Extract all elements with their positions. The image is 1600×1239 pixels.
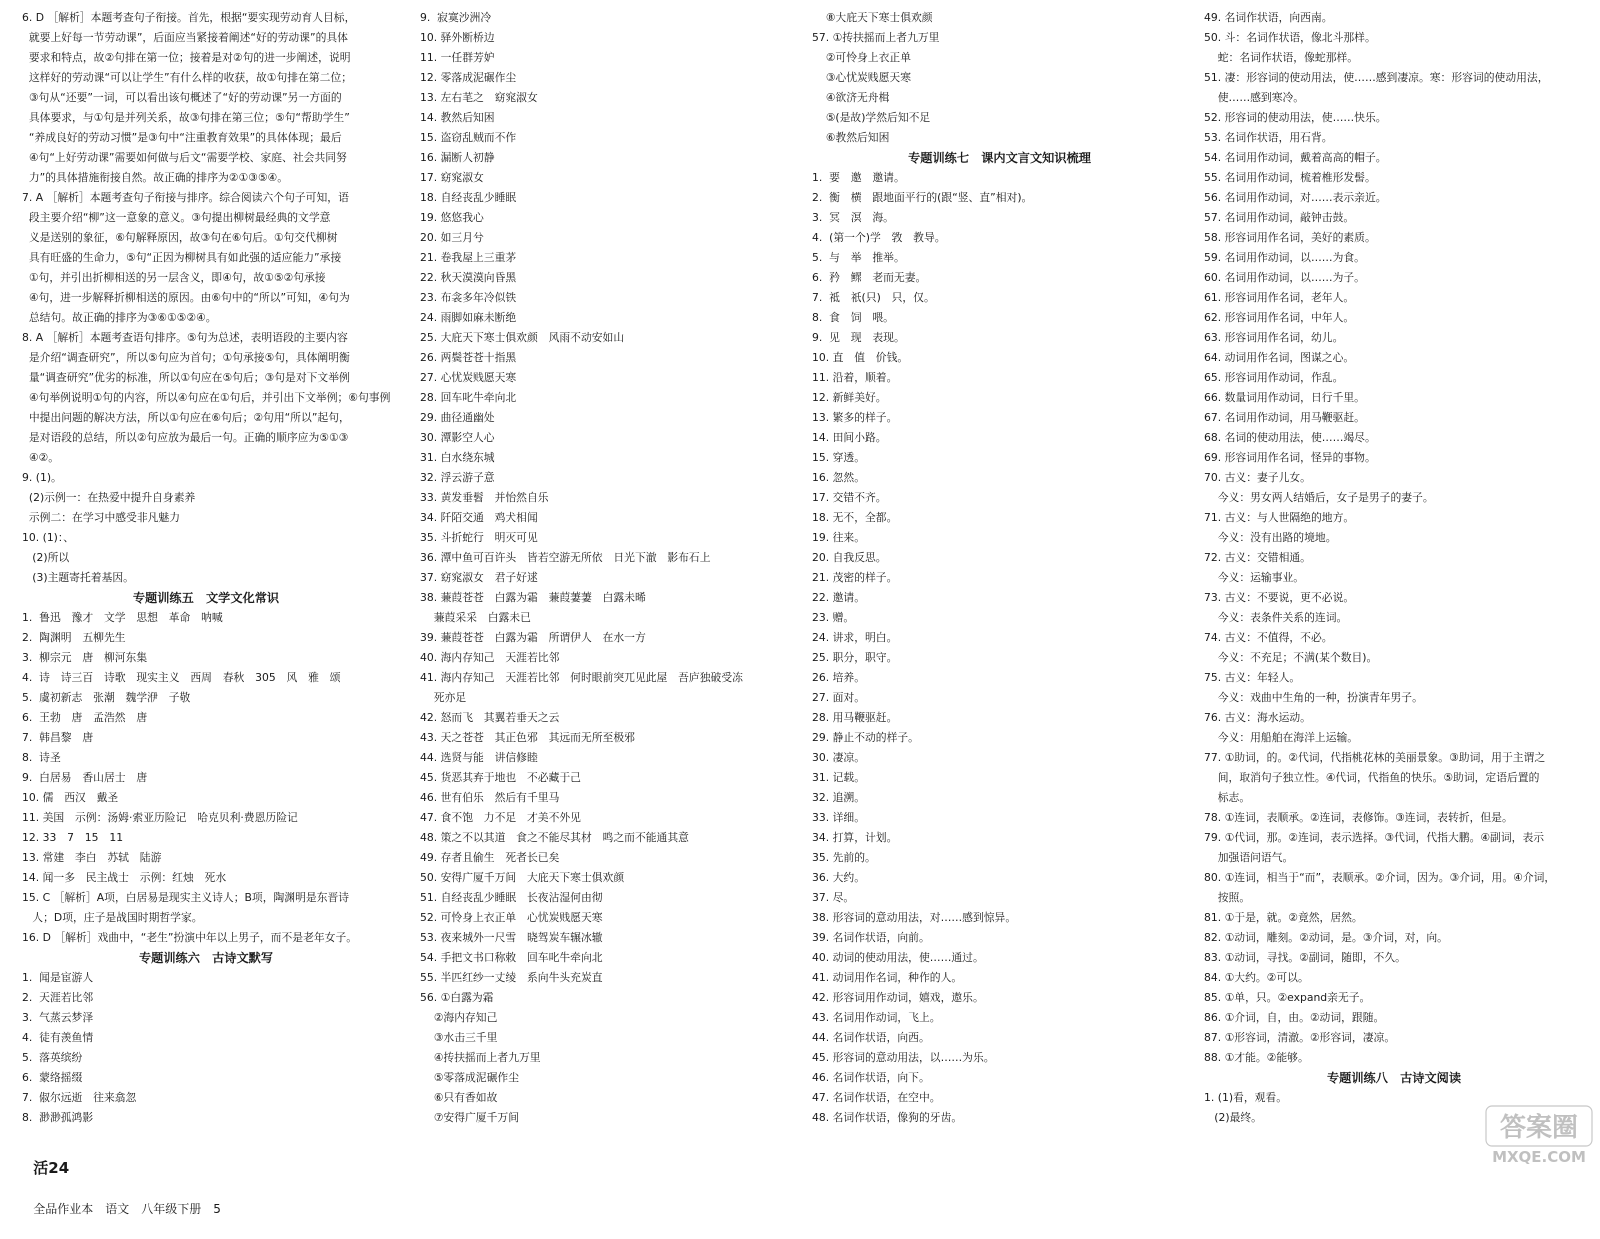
answer-line: 43. 天之苍苍 其正色邪 其远而无所至极邪 <box>420 731 635 744</box>
answer-line: 9. 白居易 香山居士 唐 <box>22 771 148 784</box>
answer-line: 74. 古义：不值得，不必。 <box>1204 631 1333 644</box>
answer-line: 60. 名词用作动词，以……为子。 <box>1204 271 1365 284</box>
answer-line: 54. 名词用作动词，戴着高高的帽子。 <box>1204 151 1387 164</box>
answer-line: 42. 形容词用作动词，嬉戏，遨乐。 <box>812 991 984 1004</box>
answer-line: 今义：用船舶在海洋上运输。 <box>1204 731 1359 744</box>
answer-line: 12. 新鲜美好。 <box>812 391 887 404</box>
answer-line: 21. 茂密的样子。 <box>812 571 898 584</box>
answer-line: 35. 先前的。 <box>812 851 876 864</box>
answer-line: 6. 矜 鳏 老而无妻。 <box>812 271 927 284</box>
answer-line: 15. 穿透。 <box>812 451 865 464</box>
answer-line: 47. 名词作状语，在空中。 <box>812 1091 941 1104</box>
answer-line: 13. 左右芼之 窈窕淑女 <box>420 91 538 104</box>
answer-line: 5. 落英缤纷 <box>22 1051 83 1064</box>
answer-line: 83. ①动词，寻找。②副词，随即，不久。 <box>1204 951 1406 964</box>
answer-line: 33. 详细。 <box>812 811 865 824</box>
answer-line: 48. 策之不以其道 食之不能尽其材 鸣之而不能通其意 <box>420 831 689 844</box>
answer-line: 55. 名词用作动词，梳着椎形发髻。 <box>1204 171 1376 184</box>
answer-line: 87. ①形容词，清澈。②形容词，凄凉。 <box>1204 1031 1396 1044</box>
answer-line: 40. 海内存知己 天涯若比邻 <box>420 651 560 664</box>
answer-line: 44. 选贤与能 讲信修睦 <box>420 751 538 764</box>
answer-line: ⑥教然后知困 <box>812 131 890 144</box>
column-1 <box>22 8 390 1128</box>
answer-line: 44. 名词作状语，向西。 <box>812 1031 930 1044</box>
answer-line: 32. 浮云游子意 <box>420 471 495 484</box>
answer-line: 71. 古义：与人世隔绝的地方。 <box>1204 511 1355 524</box>
answer-line: 88. ①才能。②能够。 <box>1204 1051 1309 1064</box>
column-4 <box>1204 8 1584 1128</box>
answer-line: 10. (1)：、 <box>22 531 75 544</box>
answer-line: 52. 可怜身上衣正单 心忧炭贱愿天寒 <box>420 911 603 924</box>
answer-line: ③水击三千里 <box>420 1031 498 1044</box>
answer-line: 14. 闻一多 民主战士 示例：红烛 死水 <box>22 871 227 884</box>
answer-line: 11. 美国 示例：汤姆·索亚历险记 哈克贝利·费恩历险记 <box>22 811 298 824</box>
answer-line: 30. 凄凉。 <box>812 751 865 764</box>
answer-line: 量“调查研究”优劣的标准，所以①句应在⑤句后；③句是对下文举例 <box>22 371 350 384</box>
answer-line: 41. 海内存知己 天涯若比邻 何时眼前突兀见此屋 吾庐独破受冻 <box>420 671 743 684</box>
answer-line: 2. 衡 横 跟地面平行的(跟“竖、直”相对)。 <box>812 191 1033 204</box>
answer-line: 8. 食 饲 喂。 <box>812 311 894 324</box>
answer-line: 按照。 <box>1204 891 1251 904</box>
answer-line: 20. 如三月兮 <box>420 231 484 244</box>
answer-line: 56. ①白露为霜 <box>420 991 494 1004</box>
answer-line: 52. 形容词的使动用法，使……快乐。 <box>1204 111 1387 124</box>
answer-line: 53. 夜来城外一尺雪 晓驾炭车辗冰辙 <box>420 931 603 944</box>
answer-line: 46. 世有伯乐 然后有千里马 <box>420 791 560 804</box>
answer-line: 今义：表条件关系的连词。 <box>1204 611 1348 624</box>
answer-line: 40. 动词的使动用法，使……通过。 <box>812 951 984 964</box>
answer-line: ②海内存知己 <box>420 1011 498 1024</box>
answer-line: 具有旺盛的生命力，⑤句“正因为柳树具有如此强的适应能力”承接 <box>22 251 342 264</box>
answer-line: 64. 动词用作名词，图谋之心。 <box>1204 351 1355 364</box>
answer-line: 56. 名词用作动词，对……表示亲近。 <box>1204 191 1387 204</box>
answer-line: 57. ①抟扶摇而上者九万里 <box>812 31 940 44</box>
answer-line: 19. 往来。 <box>812 531 865 544</box>
answer-line: ④句，进一步解释折柳相送的原因。由⑥句中的“所以”可知，④句为 <box>22 291 350 304</box>
answer-line: 77. ①助词，的。②代词，代指桃花林的美丽景象。③助词，用于主谓之 <box>1204 751 1546 764</box>
answer-line: 51. 自经丧乱少睡眠 长夜沾湿何由彻 <box>420 891 603 904</box>
answer-line: 7. 韩昌黎 唐 <box>22 731 94 744</box>
answer-line: 82. ①动词，雕刻。②动词，是。③介词，对，向。 <box>1204 931 1448 944</box>
answer-line: 69. 形容词用作名词，怪异的事物。 <box>1204 451 1376 464</box>
answer-line: 23. 赠。 <box>812 611 855 624</box>
answer-line: 15. 盗窃乱贼而不作 <box>420 131 517 144</box>
answer-line: 39. 蒹葭苍苍 白露为霜 所谓伊人 在水一方 <box>420 631 646 644</box>
answer-line: 49. 名词作状语，向西南。 <box>1204 11 1333 24</box>
answer-line: 85. ①单，只。②expand亲无子。 <box>1204 991 1371 1004</box>
answer-line: 38. 蒹葭苍苍 白露为霜 蒹葭萋萋 白露未晞 <box>420 591 646 604</box>
answer-line: ④②。 <box>22 451 60 464</box>
answer-line: 79. ①代词，那。②连词，表示选择。③代词，代指大鹏。④副词，表示 <box>1204 831 1545 844</box>
answer-line: 31. 白水绕东城 <box>420 451 495 464</box>
answer-line: ④抟扶摇而上者九万里 <box>420 1051 541 1064</box>
answer-line: 25. 职分，职守。 <box>812 651 898 664</box>
answer-line: 33. 黄发垂髫 并怡然自乐 <box>420 491 549 504</box>
answer-line: 73. 古义：不要说，更不必说。 <box>1204 591 1355 604</box>
answer-line: 50. 斗：名词作状语，像北斗那样。 <box>1204 31 1376 44</box>
answer-line: 4. (第一个)学 敩 教导。 <box>812 231 946 244</box>
answer-line: 65. 形容词用作动词，作乱。 <box>1204 371 1344 384</box>
answer-line: (2)示例一：在热爱中提升自身素养 <box>22 491 196 504</box>
answer-line: 9. 见 现 表现。 <box>812 331 905 344</box>
answer-line: 50. 安得广厦千万间 大庇天下寒士俱欢颜 <box>420 871 625 884</box>
answer-line: 6. 蒙络摇缀 <box>22 1071 83 1084</box>
answer-line: 16. 漏断人初静 <box>420 151 495 164</box>
answer-line: (2)所以 <box>22 551 70 564</box>
answer-line: 人；D项，庄子是战国时期哲学家。 <box>22 911 203 924</box>
answer-line: 具体要求，与①句是并列关系，故③句排在第三位；⑤句“帮助学生” <box>22 111 350 124</box>
answer-line: 35. 斗折蛇行 明灭可见 <box>420 531 538 544</box>
answer-line: 48. 名词作状语，像狗的牙齿。 <box>812 1111 963 1124</box>
answer-line: 7. 祗 祇(只) 只，仅。 <box>812 291 935 304</box>
answer-line: 5. 与 举 推举。 <box>812 251 905 264</box>
answer-line: 18. 自经丧乱少睡眠 <box>420 191 517 204</box>
answer-line: 24. 雨脚如麻未断绝 <box>420 311 517 324</box>
answer-line: 22. 秋天漠漠向昏黑 <box>420 271 517 284</box>
answer-line: 就要上好每一节劳动课”，后面应当紧接着阐述“好的劳动课”的具体 <box>22 31 348 44</box>
answer-line: 6. 王勃 唐 孟浩然 唐 <box>22 711 148 724</box>
answer-line: 46. 名词作状语，向下。 <box>812 1071 930 1084</box>
answer-line: 7. A ［解析］本题考查句子衔接与排序。综合阅读六个句子可知，语 <box>22 191 349 204</box>
answer-line: 10. 儒 西汉 戴圣 <box>22 791 119 804</box>
answer-line: 今义：戏曲中生角的一种，扮演青年男子。 <box>1204 691 1423 704</box>
answer-line: 5. 虞初新志 张潮 魏学洢 子敬 <box>22 691 191 704</box>
answer-line: ①句，并引出折柳相送的另一层含义，即④句，故①⑤②句承接 <box>22 271 326 284</box>
answer-line: 25. 大庇天下寒士俱欢颜 风雨不动安如山 <box>420 331 625 344</box>
answer-line: 16. 忽然。 <box>812 471 865 484</box>
answer-line: 53. 名词作状语，用石背。 <box>1204 131 1333 144</box>
answer-line: 12. 零落成泥碾作尘 <box>420 71 517 84</box>
answer-line: 31. 记载。 <box>812 771 865 784</box>
answer-line: 12. 33 7 15 11 <box>22 831 124 844</box>
answer-line: 今义：不充足；不满(某个数目)。 <box>1204 651 1378 664</box>
answer-line: 43. 名词用作动词，飞上。 <box>812 1011 941 1024</box>
answer-line: 84. ①大约。②可以。 <box>1204 971 1309 984</box>
section-heading: 专题训练六 古诗文默写 <box>138 951 274 965</box>
answer-line: ④句“上好劳动课”需要如何做与后文“需要学校、家庭、社会共同努 <box>22 151 347 164</box>
answer-line: 13. 繁多的样子。 <box>812 411 898 424</box>
section-heading: 专题训练七 课内文言文知识梳理 <box>908 151 1091 165</box>
answer-line: (2)最终。 <box>1204 1111 1262 1124</box>
answer-line: 21. 卷我屋上三重茅 <box>420 251 517 264</box>
answer-line: 23. 布衾多年冷似铁 <box>420 291 517 304</box>
answer-line: 1. 要 邀 邀请。 <box>812 171 905 184</box>
answer-line: 29. 曲径通幽处 <box>420 411 495 424</box>
answer-line: (3)主题寄托着基因。 <box>22 571 134 584</box>
answer-line: 86. ①介词，自，由。②动词，跟随。 <box>1204 1011 1385 1024</box>
answer-line: 9. (1)。 <box>22 471 62 484</box>
answer-line: 14. 田间小路。 <box>812 431 887 444</box>
answer-line: 22. 邀请。 <box>812 591 865 604</box>
answer-line: 24. 讲求，明白。 <box>812 631 898 644</box>
watermark-logo <box>1484 1104 1594 1168</box>
answer-line: 18. 无不，全都。 <box>812 511 898 524</box>
answer-line: 38. 形容词的意动用法，对……感到惊异。 <box>812 911 1017 924</box>
answer-line: 78. ①连词，表顺承。②连词，表修饰。③连词，表转折，但是。 <box>1204 811 1513 824</box>
answer-line: 26. 两鬓苍苍十指黑 <box>420 351 517 364</box>
answer-line: 36. 潭中鱼可百许头 皆若空游无所依 日光下澈 影布石上 <box>420 551 711 564</box>
answer-line: 4. 诗 诗三百 诗歌 现实主义 西周 春秋 305 风 雅 颂 <box>22 671 341 684</box>
answer-line: 总结句。故正确的排序为③⑥①⑤②④。 <box>22 311 217 324</box>
answer-line: 45. 货恶其弃于地也 不必藏于己 <box>420 771 581 784</box>
answer-line: 55. 半匹红纱一丈绫 系向牛头充炭直 <box>420 971 603 984</box>
answer-line: 70. 古义：妻子儿女。 <box>1204 471 1311 484</box>
answer-line: 28. 回车叱牛牵向北 <box>420 391 517 404</box>
answer-line: 76. 古义：海水运动。 <box>1204 711 1311 724</box>
answer-line: 这样好的劳动课“可以让学生”有什么样的收获，故①句排在第二位； <box>22 71 353 84</box>
section-heading: 专题训练八 古诗文阅读 <box>1326 1071 1462 1085</box>
section-heading: 专题训练五 文学文化常识 <box>132 591 280 605</box>
answer-line: 力”的具体措施衔接自然。故正确的排序为②①③⑤④。 <box>22 171 288 184</box>
answer-line: 81. ①于是，就。②竟然，居然。 <box>1204 911 1363 924</box>
answer-line: 2. 陶渊明 五柳先生 <box>22 631 126 644</box>
answer-line: 2. 天涯若比邻 <box>22 991 94 1004</box>
answer-line: 28. 用马鞭驱赶。 <box>812 711 898 724</box>
answer-line: 使……感到寒冷。 <box>1204 91 1305 104</box>
answer-line: 27. 心忧炭贱愿天寒 <box>420 371 517 384</box>
answer-line: 37. 尽。 <box>812 891 855 904</box>
answer-line: 45. 形容词的意动用法，以……为乐。 <box>812 1051 995 1064</box>
page-number: 活24 <box>33 1159 70 1177</box>
answer-line: 标志。 <box>1204 791 1251 804</box>
answer-line: 26. 培养。 <box>812 671 865 684</box>
answer-line: 是对语段的总结，所以②句应放为最后一句。正确的顺序应为⑤①③ <box>22 431 349 444</box>
answer-line: 62. 形容词用作名词，中年人。 <box>1204 311 1355 324</box>
answer-line: 今义：没有出路的境地。 <box>1204 531 1337 544</box>
answer-line: 19. 悠悠我心 <box>420 211 484 224</box>
answer-line: 17. 交错不齐。 <box>812 491 887 504</box>
answer-line: 7. 俶尔远逝 往来翕忽 <box>22 1091 137 1104</box>
answer-line: 34. 打算，计划。 <box>812 831 898 844</box>
answer-line: ④句举例说明①句的内容，所以④句应在①句后，并引出下文举例；⑥句事例 <box>22 391 390 404</box>
answer-line: 32. 追溯。 <box>812 791 865 804</box>
answer-line: 63. 形容词用作名词，幼儿。 <box>1204 331 1344 344</box>
answer-line: 8. A ［解析］本题考查语句排序。⑤句为总述，表明语段的主要内容 <box>22 331 348 344</box>
answer-line: 39. 名词作状语，向前。 <box>812 931 930 944</box>
answer-line: 10. 直 值 价钱。 <box>812 351 909 364</box>
answer-line: 20. 自我反思。 <box>812 551 887 564</box>
book-title: 全品作业本 语文 八年级下册 5 <box>33 1202 221 1216</box>
answer-line: 41. 动词用作名词，种作的人。 <box>812 971 963 984</box>
answer-line: 66. 数量词用作动词，日行千里。 <box>1204 391 1365 404</box>
answer-line: 67. 名词用作动词，用马鞭驱赶。 <box>1204 411 1365 424</box>
answer-line: ⑤(是故)学然后知不足 <box>812 111 931 124</box>
watermark-cn: 答案圈 <box>1499 1113 1579 1143</box>
answer-line: ⑧大庇天下寒士俱欢颜 <box>812 11 933 24</box>
answer-line: 51. 凄：形容词的使动用法，使……感到凄凉。寒：形容词的使动用法， <box>1204 71 1549 84</box>
answer-line: 11. 沿着，顺着。 <box>812 371 898 384</box>
answer-line: 蒹葭采采 白露未已 <box>420 611 531 624</box>
answer-line: ⑤零落成泥碾作尘 <box>420 1071 519 1084</box>
answer-line: 37. 窈窕淑女 君子好逑 <box>420 571 538 584</box>
answer-line: 义是送别的象征，⑥句解释原因，故③句在⑥句后。①句交代柳树 <box>22 231 338 244</box>
answer-line: 47. 食不饱 力不足 才美不外见 <box>420 811 581 824</box>
answer-line: ⑦安得广厦千万间 <box>420 1111 519 1124</box>
answer-line: 49. 存者且偷生 死者长已矣 <box>420 851 560 864</box>
answer-line: 61. 形容词用作名词，老年人。 <box>1204 291 1355 304</box>
answer-line: 36. 大约。 <box>812 871 865 884</box>
answer-line: 54. 手把文书口称敕 回车叱牛牵向北 <box>420 951 603 964</box>
answer-line: 中提出问题的解决方法，所以①句应在⑥句后；②句用“所以”起句， <box>22 411 350 424</box>
answer-line: 8. 诗圣 <box>22 751 61 764</box>
answer-line: 42. 怒而飞 其翼若垂天之云 <box>420 711 560 724</box>
answer-line: 6. D ［解析］本题考查句子衔接。首先，根据“要实现劳动育人目标， <box>22 11 356 24</box>
answer-line: 8. 渺渺孤鸿影 <box>22 1111 94 1124</box>
answer-line: 30. 潭影空人心 <box>420 431 495 444</box>
answer-line: 27. 面对。 <box>812 691 865 704</box>
answer-line: 15. C ［解析］A项，白居易是现实主义诗人；B项，陶渊明是东晋诗 <box>22 891 350 904</box>
answer-line: 57. 名词用作动词，敲钟击鼓。 <box>1204 211 1355 224</box>
answer-line: ③心忧炭贱愿天寒 <box>812 71 911 84</box>
answer-line: 3. 气蒸云梦泽 <box>22 1011 94 1024</box>
answer-line: 59. 名词用作动词，以……为食。 <box>1204 251 1365 264</box>
answer-line: 72. 古义：交错相通。 <box>1204 551 1311 564</box>
answer-line: 1. 鲁迅 豫才 文学 思想 革命 呐喊 <box>22 611 223 624</box>
answer-line: 1. (1)看，观看。 <box>1204 1091 1288 1104</box>
answer-line: 今义：运输事业。 <box>1204 571 1305 584</box>
page-footer <box>18 1138 221 1239</box>
answer-line: 蛇：名词作状语，像蛇那样。 <box>1204 51 1359 64</box>
answer-line: 段主要介绍“柳”这一意象的意义。③句提出柳树最经典的文学意 <box>22 211 331 224</box>
answer-line: 13. 常建 李白 苏轼 陆游 <box>22 851 162 864</box>
answer-line: 今义：男女两人结婚后，女子是男子的妻子。 <box>1204 491 1434 504</box>
answer-line: ④欲济无舟楫 <box>812 91 890 104</box>
answer-line: 是介绍“调查研究”，所以⑤句应为首句；①句承接⑤句，具体阐明衡 <box>22 351 350 364</box>
answer-line: 14. 教然后知困 <box>420 111 495 124</box>
answer-line: 间，取消句子独立性。④代词，代指鱼的快乐。⑤助词，定语后置的 <box>1204 771 1540 784</box>
answer-line: 34. 阡陌交通 鸡犬相闻 <box>420 511 538 524</box>
answer-line: 4. 徒有羡鱼情 <box>22 1031 94 1044</box>
answer-line: 示例二：在学习中感受非凡魅力 <box>22 511 181 524</box>
answer-line: 58. 形容词用作名词，美好的素质。 <box>1204 231 1376 244</box>
answer-line: 加强语问语气。 <box>1204 851 1294 864</box>
answer-line: ⑥只有香如故 <box>420 1091 498 1104</box>
answer-line: ②可怜身上衣正单 <box>812 51 911 64</box>
answer-line: 11. 一任群芳妒 <box>420 51 495 64</box>
answer-line: 16. D ［解析］戏曲中，“老生”扮演中年以上男子，而不是老年女子。 <box>22 931 358 944</box>
answer-line: 29. 静止不动的样子。 <box>812 731 919 744</box>
watermark-en: MXQE.COM <box>1492 1148 1586 1166</box>
answer-line: 68. 名词的使动用法，使……竭尽。 <box>1204 431 1376 444</box>
answer-line: 1. 闻是宦游人 <box>22 971 94 984</box>
answer-line: 75. 古义：年轻人。 <box>1204 671 1301 684</box>
answer-line: 9. 寂寞沙洲冷 <box>420 11 492 24</box>
answer-line: 死亦足 <box>420 691 467 704</box>
answer-line: ③句从“还要”一词，可以看出该句概述了“好的劳动课”另一方面的 <box>22 91 342 104</box>
answer-line: 3. 柳宗元 唐 柳河东集 <box>22 651 148 664</box>
answer-line: 10. 驿外断桥边 <box>420 31 495 44</box>
answer-line: “养成良好的劳动习惯”是③句中“注重教育效果”的具体体现；最后 <box>22 131 342 144</box>
answer-line: 要求和特点，故②句排在第一位；接着是对②句的进一步阐述，说明 <box>22 51 351 64</box>
answer-line: 80. ①连词，相当于“而”，表顺承。②介词，因为。③介词，用。④介词， <box>1204 871 1556 884</box>
column-2 <box>420 8 795 1128</box>
answer-line: 17. 窈窕淑女 <box>420 171 484 184</box>
column-3 <box>812 8 1187 1128</box>
answer-line: 3. 冥 溟 海。 <box>812 211 894 224</box>
